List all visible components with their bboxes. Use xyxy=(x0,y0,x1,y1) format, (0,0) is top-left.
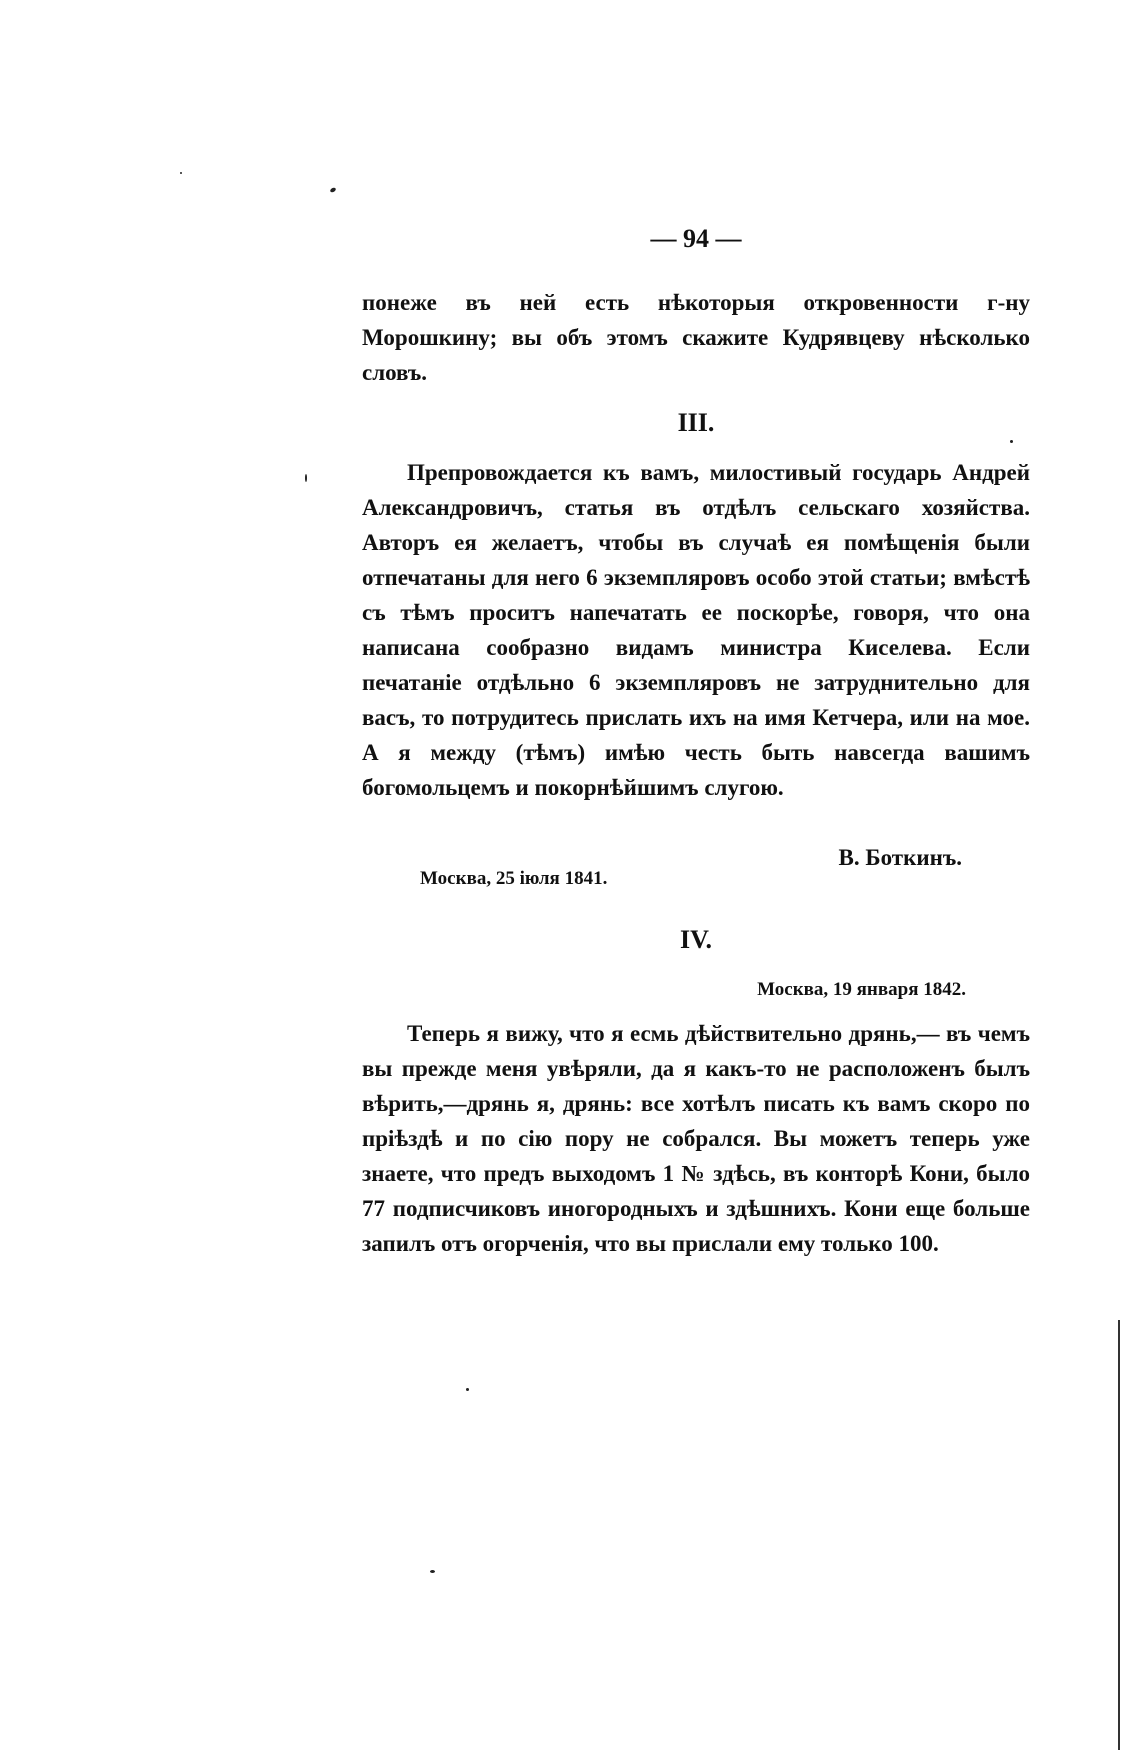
letter-4-heading: IV. xyxy=(679,925,713,954)
scan-speck xyxy=(180,172,182,174)
scan-speck xyxy=(305,474,307,482)
letter-4-place-date: Москва, 19 января 1842. xyxy=(757,979,966,1000)
scan-edge-line xyxy=(1118,1320,1120,1750)
continuation-paragraph: понеже въ ней есть нѣкоторыя откровенности г-ну Морошкину; вы объ этомъ скажите Кудрявцеву нѣсколько словъ. xyxy=(362,290,1030,385)
letter-3-heading: III. xyxy=(677,408,715,437)
letter-4-body: Теперь я вижу, что я есмь дѣйствительно дрянь,— въ чемъ вы прежде меня увѣряли, да я какъ-то не расположенъ былъ вѣрить,—дрянь я, дрянь: все хотѣлъ писать къ вамъ скоро по пріѣздѣ и по сію пору не собрался. Вы можетъ теперь уже знаете, что предъ выходомъ 1 № здѣсь, въ конторѣ Кони, было 77 подписчиковъ иногородныхъ и здѣшнихъ. Кони еще больше запилъ отъ огорченія, что вы прислали ему только 100. xyxy=(362,1021,1030,1256)
letter-3-body: Препровождается къ вамъ, милостивый государь Андрей Александровичъ, статья въ отдѣлъ сельскаго хозяйства. Авторъ ея желаетъ, чтобы въ случаѣ ея помѣщенія были отпечатаны для него 6 экземпляровъ особо этой статьи; вмѣстѣ съ тѣмъ проситъ напечатать ее поскорѣе, говоря, что она написана сообразно видамъ министра Киселева. Если печатаніе отдѣльно 6 экземпляровъ не затруднительно для васъ, то потрудитесь прислать ихъ на имя Кетчера, или на мое. А я между (тѣмъ) имѣю честь быть навсегда вашимъ богомольцемъ и покорнѣйшимъ слугою. xyxy=(362,460,1030,800)
scan-speck xyxy=(1010,440,1013,443)
scan-speck xyxy=(329,187,336,193)
scan-speck xyxy=(430,1570,435,1573)
letter-3-place-date: Москва, 25 іюля 1841. xyxy=(420,868,608,889)
scan-speck xyxy=(466,1388,469,1391)
letter-3-signature: В. Боткинъ. xyxy=(838,845,962,870)
page-number: — 94 — xyxy=(650,224,742,253)
